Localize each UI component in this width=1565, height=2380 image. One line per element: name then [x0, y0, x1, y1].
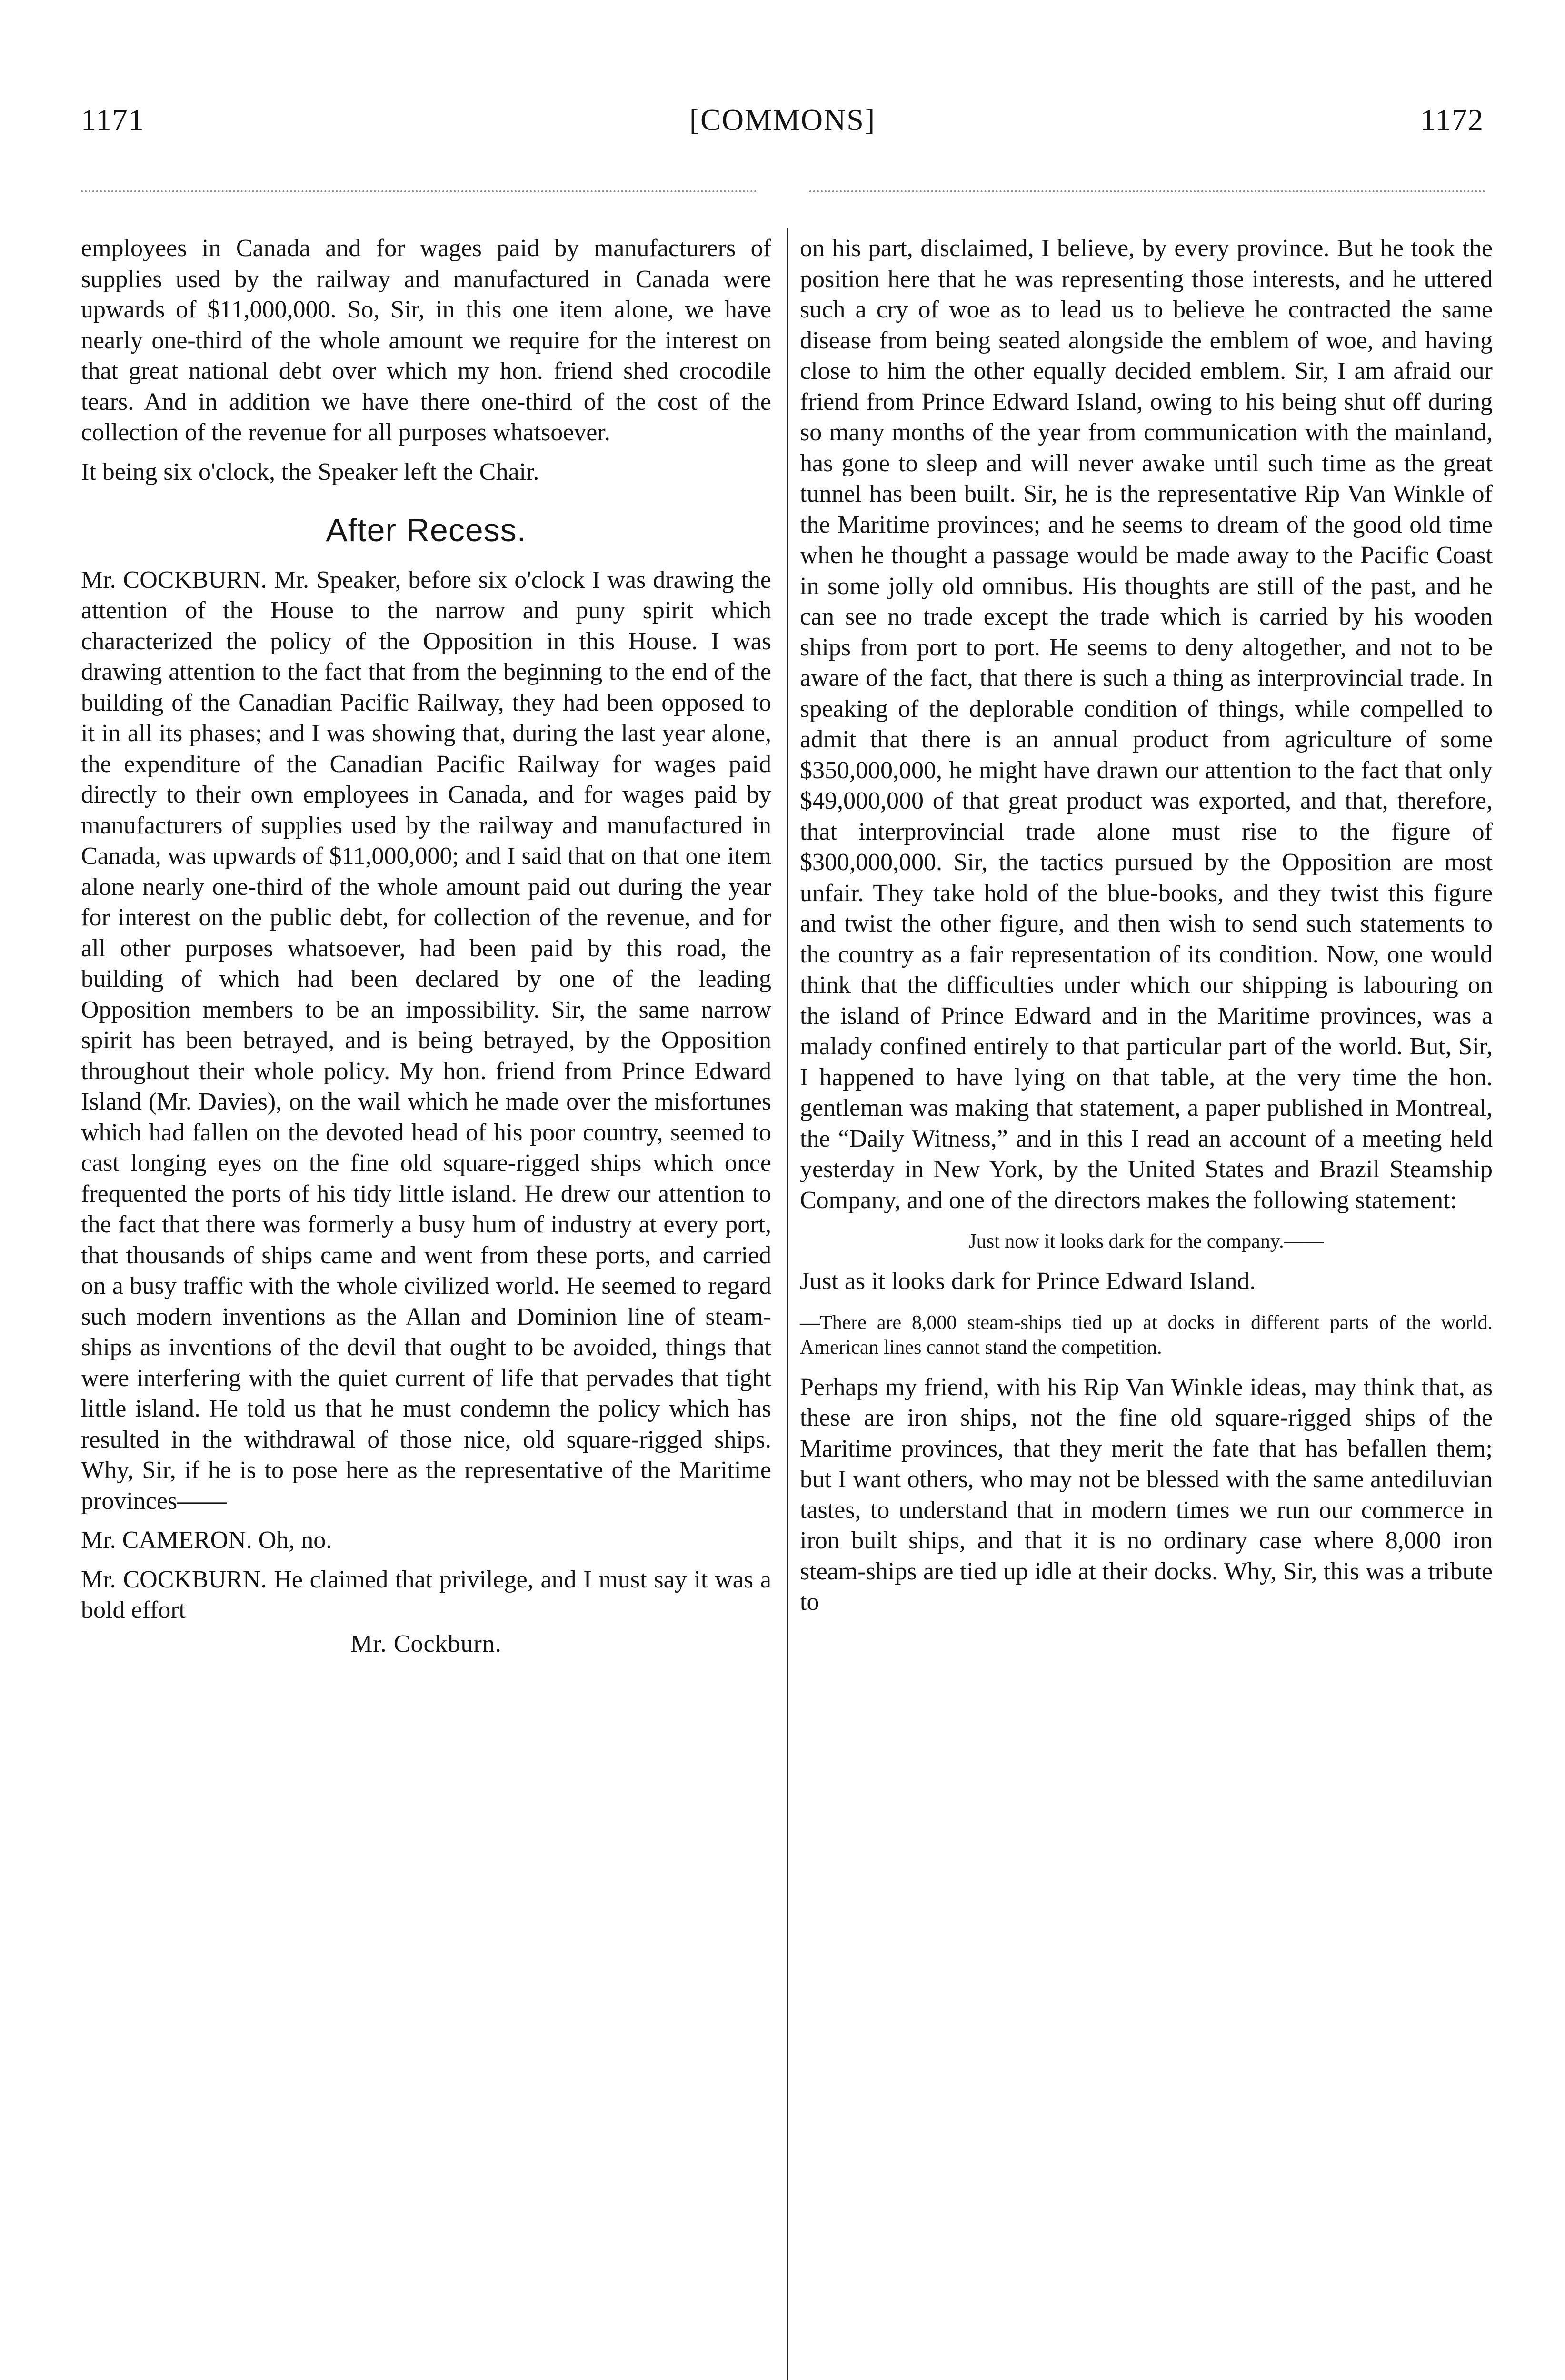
paragraph: Mr. COCKBURN. Mr. Speaker, before six o'clock I was drawing the attention of the House to the narrow and puny spirit which characterized the policy of the Opposition in this House. I was drawing attention to the fact that from the beginning to the end of the building of the Canadian Pacific Railway, they had been opposed to it in all its phases; and I was showing that, during the last year alone, the expenditure of the Canadian Pacific Railway for wages paid directly to their own employees in Canada, and for wages paid by manufacturers of supplies used by the railway and manufactured in Canada, was upwards of $11,000,000; and I said that on that one item alone nearly one-third of the whole amount paid out during the year for interest on the public debt, for collection of the revenue, and for all other purposes whatsoever, had been paid by this road, the building of which had been declared by one of the leading Opposition members to be an impossibility. Sir, the same narrow spirit has been betrayed, and is being betrayed, by the Opposition throughout their whole policy. My hon. friend from Prince Edward Island (Mr. Davies), on the wail which he made over the misfortunes which had fallen on the devoted head of his poor country, seemed to cast longing eyes on the fine old square-rigged ships which once frequented the ports of his tidy little island. He drew our attention to the fact that there was formerly a busy hum of industry at every port, that thousands of ships came and went from these ports, and carried on a busy traffic with the whole civilized world. He seemed to regard such modern inventions as the Allan and Dominion line of steam-ships as inventions of the devil that ought to be avoided, things that were interfering with the quiet current of life that pervades that tight little island. He told us that he must condemn the policy which has resulted in the withdrawal of those nice, old square-rigged ships. Why, Sir, if he is to pose here as the representative of the Maritime provinces——: [81, 566, 771, 1515]
quotation: —There are 8,000 steam-ships tied up at docks in different parts of the world. American lines cannot stand the competition.: [800, 1311, 1493, 1359]
paragraph: Mr. COCKBURN. He claimed that privilege, and I must say it was a bold effort: [81, 1566, 771, 1624]
right-column: [800, 233, 1493, 1618]
page-title: [COMMONS]: [689, 103, 876, 137]
paragraph: employees in Canada and for wages paid by manufacturers of supplies used by the railway and manufactured in Canada were upwards of $11,000,000. So, Sir, in this one item alone, we have nearly one-third of the whole amount we require for the interest on that great national debt over which my hon. friend shed crocodile tears. And in addition we have there one-third of the cost of the collection of the revenue for all purposes whatsoever.: [81, 235, 771, 446]
page-number-right: 1172: [1420, 103, 1484, 137]
section-heading: After Recess.: [326, 512, 527, 548]
paragraph: Mr. CAMERON. Oh, no.: [81, 1527, 332, 1554]
left-column: [81, 233, 771, 1659]
header-rule-right: [809, 190, 1485, 194]
paragraph: on his part, disclaimed, I believe, by every province. But he took the position here that he was representing those interests, and he uttered such a cry of woe as to lead us to believe he contracted the same disease from being seated alongside the emblem of woe, and having close to him the other equally decided emblem. Sir, I am afraid our friend from Prince Edward Island, owing to his being shut off during so many months of the year from communication with the mainland, has gone to sleep and will never awake until such time as the great tunnel has been built. Sir, he is the representative Rip Van Winkle of the Maritime provinces; and he seems to dream of the good old time when he thought a passage would be made away to the Pacific Coast in some jolly old omnibus. His thoughts are still of the past, and he can see no trade except the trade which is carried by his wooden ships from port to port. He seems to deny altogether, and not to be aware of the fact, that there is such a thing as interprovincial trade. In speaking of the deplorable condition of things, while compelled to admit that there is an annual product from agriculture of some $350,000,000, he might have drawn our attention to the fact that only $49,000,000 of that great product was exported, and that, therefore, that interprovincial trade alone must rise to the figure of $300,000,000. Sir, the tactics pursued by the Opposition are most unfair. They take hold of the blue-books, and they twist this figure and twist the other figure, and then wish to send such statements to the country as a fair representation of its condition. Now, one would think that the difficulties under which our shipping is labouring on the island of Prince Edward and in the Maritime provinces, was a malady confined entirely to that particular part of the world. But, Sir, I happened to have lying on that table, at the very time the hon. gentleman was making that statement, a paper published in Montreal, the “Daily Witness,” and in this I read an account of a meeting held yesterday in New York, by the United States and Brazil Steamship Company, and one of the directors makes the following statement:: [800, 235, 1493, 1214]
paragraph: It being six o'clock, the Speaker left the Chair.: [81, 458, 539, 486]
speaker-name-footer: Mr. Cockburn.: [350, 1630, 502, 1657]
header-rule-left: [81, 190, 757, 194]
paragraph: Just as it looks dark for Prince Edward Island.: [800, 1268, 1256, 1295]
paragraph: Perhaps my friend, with his Rip Van Winkle ideas, may think that, as these are iron ships, not the fine old square-rigged ships of the Maritime provinces, that they merit the fate that has befallen them; but I want others, who may not be blessed with the same antediluvian tastes, to understand that in modern times we run our commerce in iron built ships, and that it is no ordinary case where 8,000 iron steam-ships are tied up idle at their docks. Why, Sir, this was a tribute to: [800, 1373, 1493, 1616]
page-number-left: 1171: [81, 103, 145, 137]
quotation: Just now it looks dark for the company.——: [968, 1230, 1324, 1252]
column-divider: [787, 228, 788, 2380]
page-header: [81, 102, 1484, 159]
